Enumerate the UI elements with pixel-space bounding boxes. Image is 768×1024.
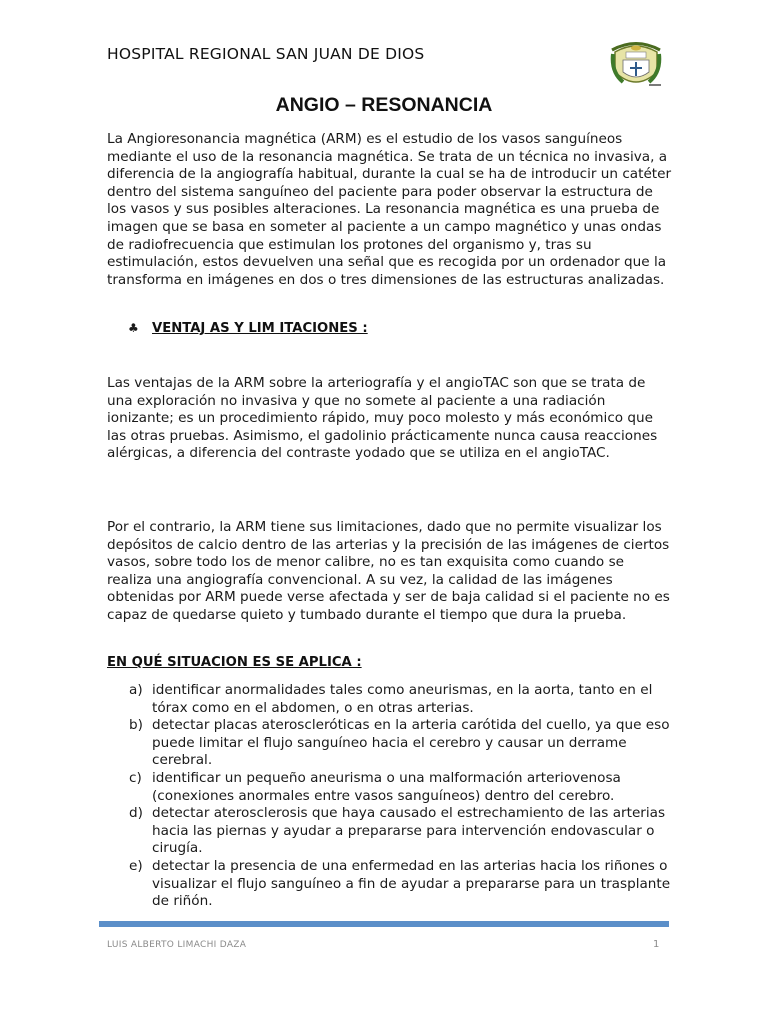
list-item-text: identificar anormalidades tales como aneurismas, en la aorta, tanto en el tórax como en el abdomen, o en otras arterias. xyxy=(152,682,653,716)
list-marker: b) xyxy=(129,717,143,734)
applications-list xyxy=(107,682,672,911)
footer-author: LUIS ALBERTO LIMACHI DAZA xyxy=(107,940,247,950)
list-item-text: detectar placas ateroscleróticas en la arteria carótida del cuello, ya que eso puede limitar el flujo sanguíneo hacia el cerebro y causar un derrame cerebral. xyxy=(152,717,670,769)
section-heading-aplica: EN QUÉ SITUACION ES SE APLICA : xyxy=(107,655,362,670)
list-marker: a) xyxy=(129,682,143,698)
list-item-text: identificar un pequeño aneurisma o una malformación arteriovenosa (conexiones anormales entre vasos sanguíneos) dentro del cerebro. xyxy=(152,769,621,804)
list-item xyxy=(107,770,672,805)
list-item xyxy=(107,682,672,717)
list-item-text: detectar aterosclerosis que haya causado el estrechamiento de las arterias hacia las piernas y ayudar a prepararse para intervención endovascular o cirugía. xyxy=(152,805,666,857)
list-marker: d) xyxy=(129,805,143,822)
hospital-name: HOSPITAL REGIONAL SAN JUAN DE DIOS xyxy=(107,45,425,63)
list-marker: e) xyxy=(129,857,143,874)
hospital-crest-icon xyxy=(609,38,663,94)
list-item xyxy=(107,717,672,770)
limitations-paragraph: Por el contrario, la ARM tiene sus limitaciones, dado que no permite visualizar los depósitos de calcio dentro de las arterias y la precisión de las imágenes de ciertos vasos, sobre todo los de menor calibre, no es tan exquisita como cuando se realiza una angiografía convencional. A su vez, la calidad de las imágenes obtenidas por ARM puede verse afectada y ser de baja calidad si el paciente no es capaz de quedarse quieto y tumbado durante el tiempo que dura la prueba. xyxy=(107,519,670,623)
list-marker: c) xyxy=(129,769,142,786)
page-number: 1 xyxy=(653,939,660,950)
page-title: ANGIO – RESONANCIA xyxy=(275,94,493,116)
advantages-paragraph: Las ventajas de la ARM sobre la arteriografía y el angioTAC son que se trata de una exploración no invasiva y que no somete al paciente a una radiación ionizante; es un procedimiento rápido, muy poco molesto y más económico que las otras pruebas. Asimismo, el gadolinio prácticamente nunca causa reacciones alérgicas, a diferencia del contraste yodado que se utiliza en el angioTAC. xyxy=(107,375,658,462)
list-item-text: detectar la presencia de una enfermedad en las arterias hacia los riñones o visualizar el flujo sanguíneo a fin de ayudar a prepararse para un trasplante de riñón. xyxy=(152,857,671,910)
club-bullet-icon: ♣ xyxy=(128,321,139,335)
list-item xyxy=(107,805,672,858)
list-item xyxy=(107,858,672,911)
section-heading-ventajas: VENTAJ AS Y LIM ITACIONES : xyxy=(152,321,368,336)
intro-paragraph: La Angioresonancia magnética (ARM) es el estudio de los vasos sanguíneos mediante el uso de la resonancia magnética. Se trata de un técnica no invasiva, a diferencia de la angiografía habitual, durante la cual se ha de introducir un catéter dentro del sistema sanguíneo del paciente para poder observar la estructura de los vasos y sus posibles alteraciones. La resonancia magnética es una prueba de imagen que se basa en someter al paciente a un campo magnético y unas ondas de radiofrecuencia que estimulan los protones del organismo y, tras su estimulación, estos devuelven una señal que es recogida por un ordenador que la transforma en imágenes en dos o tres dimensiones de las estructuras analizadas. xyxy=(107,131,672,288)
footer-rule xyxy=(99,921,669,927)
